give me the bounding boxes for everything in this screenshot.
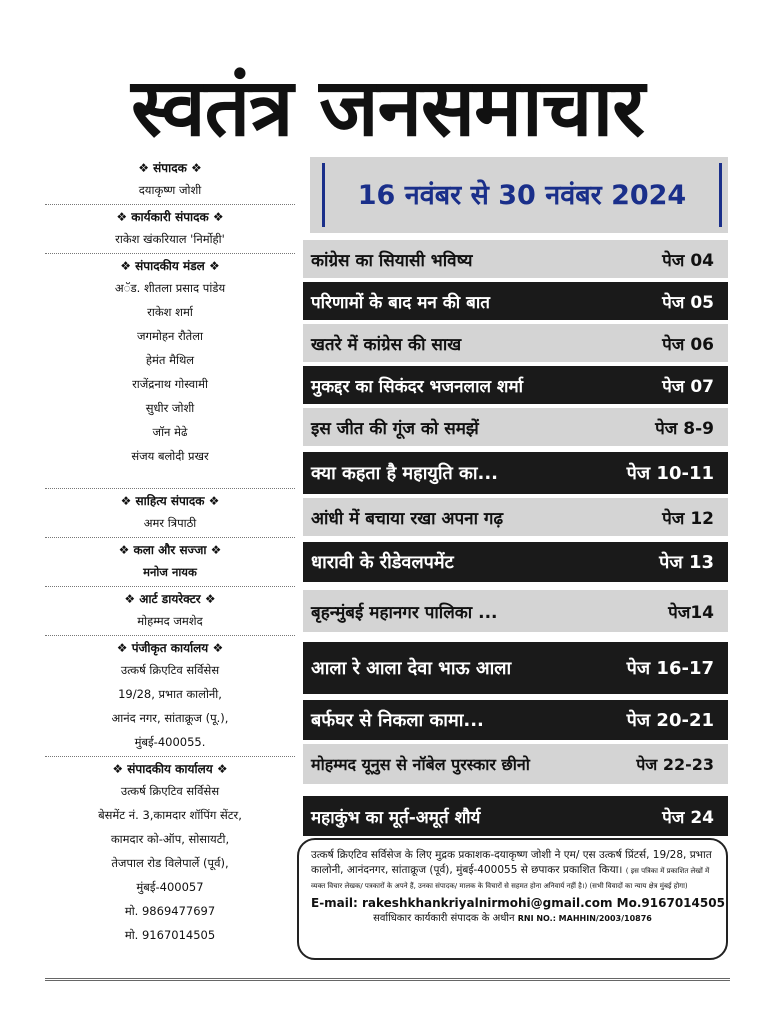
rights-text: सर्वाधिकार कार्यकारी संपादक के अधीन — [373, 913, 515, 924]
board-member: हेमंत मैथिल — [145, 353, 195, 367]
toc-item[interactable] — [303, 498, 728, 536]
art-heading: ❖ कला और सज्जा ❖ — [118, 543, 222, 557]
toc-page: पेज 07 — [662, 376, 714, 397]
masthead-title: स्वतंत्र जनसमाचार — [131, 61, 644, 154]
toc-page: पेज14 — [668, 602, 714, 623]
reg-office-line: उत्कर्ष क्रिएटिव सर्विसेस — [120, 663, 220, 677]
toc-item[interactable] — [303, 642, 728, 694]
divider — [45, 253, 295, 254]
toc-title: कांग्रेस का सियासी भविष्य — [311, 250, 473, 271]
disclaimer-text: ( इस पत्रिका में प्रकाशित लेखों में व्यक्त विचार लेखक/ पत्रकारों के अपने हैं, उनका संपादक/ मालक के विचारों से सहमत होना अनिवार्य नहीं है।) (सभी विवादों का न्याय क्षेत्र मुंबई होगा) — [311, 867, 710, 890]
edit-office-line: तेजपाल रोड विलेपार्ले (पूर्व), — [111, 856, 229, 870]
page-bottom-rule — [45, 978, 730, 981]
divider — [45, 537, 295, 538]
date-range: 16 नवंबर से 30 नवंबर 2024 — [357, 180, 687, 211]
divider — [45, 204, 295, 205]
reg-office-line: मुंबई-400055. — [134, 735, 206, 749]
editorial-sidebar — [45, 158, 295, 947]
board-member: जगमोहन रौतेला — [136, 329, 204, 343]
toc-title: खतरे में कांग्रेस की साख — [311, 334, 462, 355]
divider — [45, 635, 295, 636]
printer-text: उत्कर्ष क्रिएटिव सर्विसेज के लिए मुद्रक प्रकाशक-दयाकृष्ण जोशी ने एम/ एस उत्कर्ष प्रिंटर्स, 19/28, प्रभात कालोनी, आनंदनगर, सांताक्रूज (पूर्व), मुंबई-400055 से छपाकर प्रकाशित किया। — [311, 849, 712, 876]
reg-office-heading: ❖ पंजीकृत कार्यालय ❖ — [116, 641, 224, 655]
art-name: मनोज नायक — [143, 565, 197, 579]
toc-title: परिणामों के बाद मन की बात — [311, 292, 490, 313]
toc-title: क्या कहता है महायुति का... — [311, 463, 499, 484]
toc-item[interactable] — [303, 590, 728, 632]
toc-title: महाकुंभ का मूर्त-अमूर्त शौर्य — [311, 807, 481, 828]
board-member: अॅड. शीतला प्रसाद पांडेय — [114, 281, 226, 295]
contact-line: E-mail: rakeshkhankriyalnirmohi@gmail.com Mo.9167014505 — [311, 896, 725, 910]
toc-title: बृहन्मुंबई महानगर पालिका ... — [311, 602, 498, 623]
edit-office-heading: ❖ संपादकीय कार्यालय ❖ — [112, 762, 228, 776]
toc-item[interactable] — [303, 542, 728, 582]
toc-item[interactable] — [303, 324, 728, 362]
toc-page: पेज 13 — [659, 552, 714, 573]
toc-page: पेज 20-21 — [626, 710, 714, 731]
toc-item[interactable] — [303, 796, 728, 836]
art-director-name: मोहम्मद जमशेद — [137, 614, 203, 628]
toc-item[interactable] — [303, 744, 728, 784]
lit-editor-heading: ❖ साहित्य संपादक ❖ — [120, 494, 220, 508]
board-member: सुधीर जोशी — [145, 401, 195, 415]
toc-item[interactable] — [303, 408, 728, 446]
board-member: संजय बलोदी प्रखर — [131, 449, 209, 463]
board-heading: ❖ संपादकीय मंडल ❖ — [120, 259, 220, 273]
board-member: राजेंद्रनाथ गोस्वामी — [132, 377, 208, 391]
toc-item[interactable] — [303, 240, 728, 278]
toc-page: पेज 10-11 — [626, 463, 714, 484]
editor-heading: ❖ संपादक ❖ — [138, 161, 202, 175]
toc-title: बर्फघर से निकला कामा... — [311, 710, 484, 731]
divider — [45, 756, 295, 757]
toc-page: पेज 8-9 — [655, 418, 714, 439]
toc-item[interactable] — [303, 366, 728, 404]
toc-item[interactable] — [303, 452, 728, 494]
toc-title: मोहम्मद यूनुस से नॉबेल पुरस्कार छीनो — [311, 755, 530, 774]
imprint-box — [297, 838, 728, 960]
rights-line — [311, 911, 714, 926]
date-range-banner — [310, 157, 728, 233]
reg-office-line: 19/28, प्रभात कालोनी, — [118, 687, 222, 701]
edit-office-line: बेसमेंट नं. 3,कामदार शॉपिंग सेंटर, — [98, 808, 242, 822]
board-member: राकेश शर्मा — [147, 305, 193, 319]
lit-editor-name: अमर त्रिपाठी — [143, 516, 197, 530]
toc-title: आंधी में बचाया रखा अपना गढ़ — [311, 508, 504, 529]
toc-title: मुकद्दर का सिकंदर भजनलाल शर्मा — [311, 376, 524, 397]
edit-office-line: कामदार को-ऑप, सोसायटी, — [110, 832, 230, 846]
toc-title: धारावी के रीडेवलपमेंट — [311, 552, 454, 573]
table-of-contents — [303, 240, 728, 836]
editor-name: दयाकृष्ण जोशी — [138, 183, 202, 197]
reg-office-line: आनंद नगर, सांताक्रूज (पू.), — [111, 711, 229, 725]
toc-page: पेज 22-23 — [636, 755, 714, 774]
toc-page: पेज 24 — [662, 807, 714, 828]
exec-editor-heading: ❖ कार्यकारी संपादक ❖ — [116, 210, 224, 224]
toc-item[interactable] — [303, 700, 728, 740]
edit-office-line: मो. 9869477697 — [124, 904, 216, 918]
toc-title: इस जीत की गूंज को समझें — [311, 418, 479, 439]
edit-office-line: मुंबई-400057 — [136, 880, 204, 894]
divider — [45, 488, 295, 489]
toc-page: पेज 04 — [662, 250, 714, 271]
toc-item[interactable] — [303, 282, 728, 320]
edit-office-line: उत्कर्ष क्रिएटिव सर्विसेस — [120, 784, 220, 798]
rni-number: RNI NO.: MAHHIN/2003/10876 — [517, 914, 652, 923]
edit-office-line: मो. 9167014505 — [124, 928, 216, 942]
toc-page: पेज 16-17 — [626, 658, 714, 679]
divider — [45, 586, 295, 587]
art-director-heading: ❖ आर्ट डायरेक्टर ❖ — [124, 592, 216, 606]
toc-page: पेज 06 — [662, 334, 714, 355]
toc-page: पेज 12 — [662, 508, 714, 529]
toc-page: पेज 05 — [662, 292, 714, 313]
toc-title: आला रे आला देवा भाऊ आला — [311, 658, 512, 679]
imprint-text — [311, 848, 714, 893]
exec-editor-name: राकेश खंकरियाल 'निर्मोही' — [115, 232, 225, 246]
board-member: जॉन मेढे — [152, 425, 188, 439]
date-range-frame — [322, 163, 722, 227]
